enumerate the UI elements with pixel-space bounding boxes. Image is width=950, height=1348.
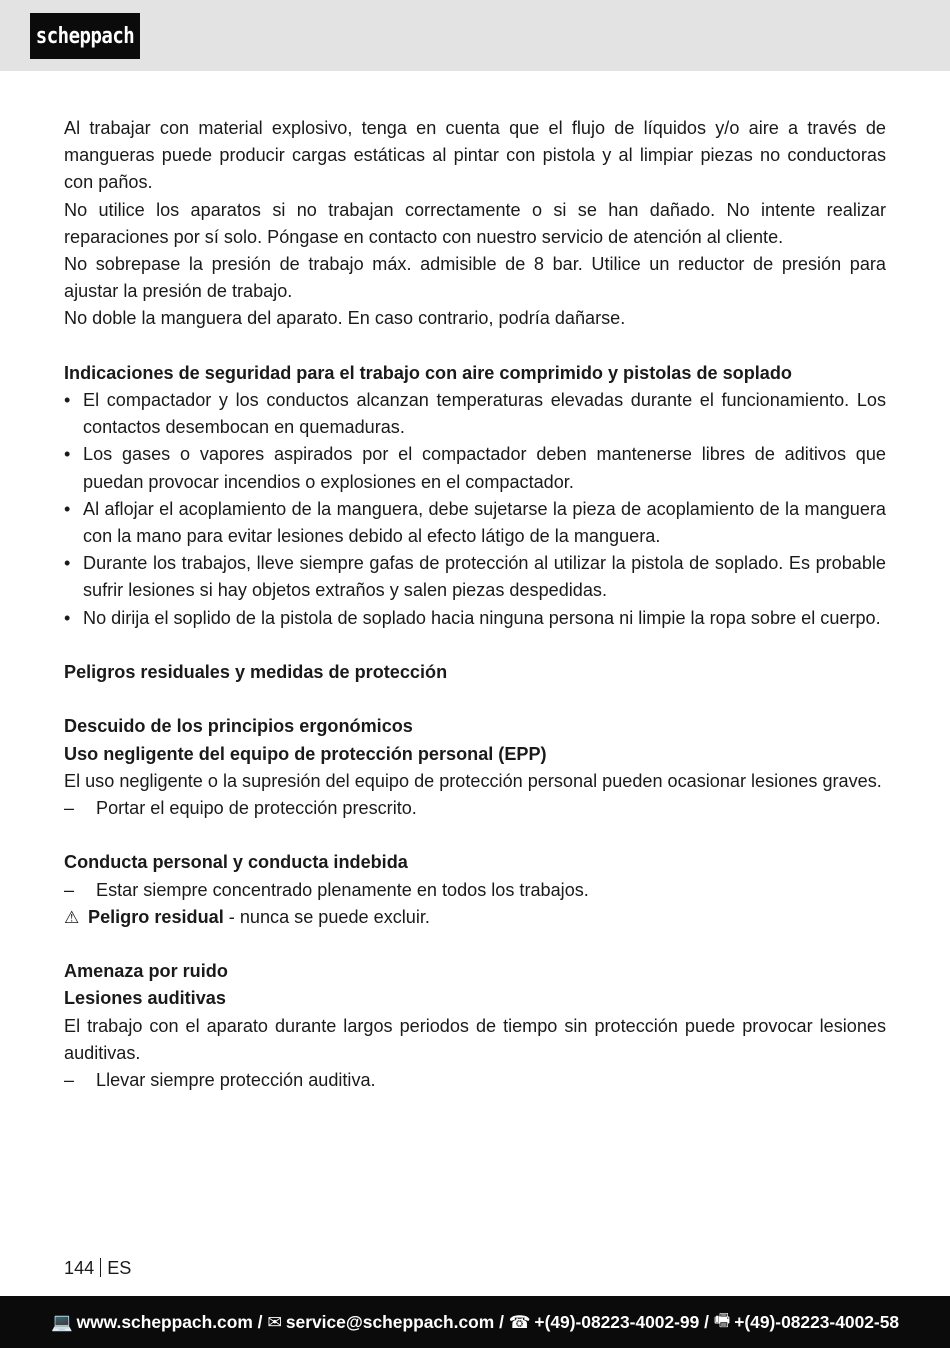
- envelope-icon: ✉: [267, 1311, 282, 1332]
- bullet-icon: •: [64, 444, 71, 465]
- divider: [100, 1258, 101, 1277]
- list-item: • El compactador y los conductos alcanzan temperaturas elevadas durante el funcionamiento. Los contactos desembocan en quemaduras.: [64, 387, 886, 441]
- scheppach-logo: scheppach: [30, 13, 140, 59]
- website-link[interactable]: www.scheppach.com: [76, 1311, 253, 1332]
- list-item: • Los gases o vapores aspirados por el compactador deben mantenerse libres de aditivos que puedan provocar incendios o explosiones en el compactador.: [64, 441, 886, 495]
- list-item: • No dirija el soplido de la pistola de soplado hacia ninguna persona ni limpie la ropa sobre el cuerpo.: [64, 605, 886, 632]
- page-number: 144 ES: [64, 1258, 132, 1278]
- noise-heading: Amenaza por ruido: [64, 961, 228, 982]
- warning-triangle-icon: ⚠: [64, 907, 80, 927]
- bullet-icon: •: [64, 553, 71, 574]
- ergonomic-heading: Descuido de los principios ergonómicos: [64, 716, 413, 737]
- intro-paragraph: No sobrepase la presión de trabajo máx. admisible de 8 bar. Utilice un reductor de presión para ajustar la presión de trabajo.: [64, 254, 886, 302]
- ppe-text: El uso negligente o la supresión del equipo de protección personal pueden ocasionar lesiones graves.: [64, 770, 882, 791]
- fax-icon: 🖷: [713, 1310, 731, 1330]
- intro-paragraph: No doble la manguera del aparato. En caso contrario, podría dañarse.: [64, 308, 626, 329]
- list-item: • Durante los trabajos, lleve siempre gafas de protección al utilizar la pistola de soplado. Es probable sufrir lesiones si hay objetos extraños y salen piezas despedidas.: [64, 550, 886, 604]
- email-link[interactable]: service@scheppach.com: [285, 1311, 495, 1332]
- bullet-icon: •: [64, 498, 71, 519]
- safety-heading: Indicaciones de seguridad para el trabajo con aire comprimido y pistolas de soplado: [64, 362, 792, 383]
- conduct-heading: Conducta personal y conducta indebida: [64, 852, 408, 873]
- dash-icon: –: [64, 798, 75, 819]
- residual-heading: Peligros residuales y medidas de protección: [64, 662, 448, 683]
- measure-item: – Estar siempre concentrado plenamente en todos los trabajos.: [64, 877, 886, 904]
- fax-number: +(49)-08223-4002-58: [734, 1311, 900, 1332]
- page-header: [0, 0, 950, 71]
- bullet-icon: •: [64, 607, 71, 628]
- telephone-icon: ☎: [508, 1311, 531, 1332]
- residual-warning: ⚠ Peligro residual - nunca se puede excluir.: [64, 904, 886, 931]
- computer-icon: 💻: [50, 1311, 73, 1332]
- phone-number: +(49)-08223-4002-99: [534, 1311, 700, 1332]
- measure-item: – Llevar siempre protección auditiva.: [64, 1067, 886, 1094]
- hearing-heading: Lesiones auditivas: [64, 988, 226, 1009]
- intro-paragraph: Al trabajar con material explosivo, tenga en cuenta que el flujo de líquidos y/o aire a través de mangueras puede producir cargas estáticas al pintar con pistola y al limpiar piezas no conductoras con paños.: [64, 118, 886, 193]
- list-item: • Al aflojar el acoplamiento de la manguera, debe sujetarse la pieza de acoplamiento de la manguera con la mano para evitar lesiones debido al efecto látigo de la manguera.: [64, 496, 886, 550]
- dash-icon: –: [64, 1070, 75, 1091]
- page-footer: 💻 www.scheppach.com / ✉ service@scheppach.com / ☎ +(49)-08223-4002-99 / 🖷 +(49)-08223-4002-58: [0, 1296, 950, 1348]
- ppe-heading: Uso negligente del equipo de protección personal (EPP): [64, 743, 547, 764]
- hearing-text: El trabajo con el aparato durante largos periodos de tiempo sin protección puede provocar lesiones auditivas.: [64, 1015, 886, 1063]
- measure-item: – Portar el equipo de protección prescrito.: [64, 795, 886, 822]
- document-body: [64, 115, 886, 1094]
- dash-icon: –: [64, 879, 75, 900]
- bullet-icon: •: [64, 390, 71, 411]
- intro-paragraph: No utilice los aparatos si no trabajan correctamente o si se han dañado. No intente realizar reparaciones por sí solo. Póngase en contacto con nuestro servicio de atención al cliente.: [64, 199, 886, 247]
